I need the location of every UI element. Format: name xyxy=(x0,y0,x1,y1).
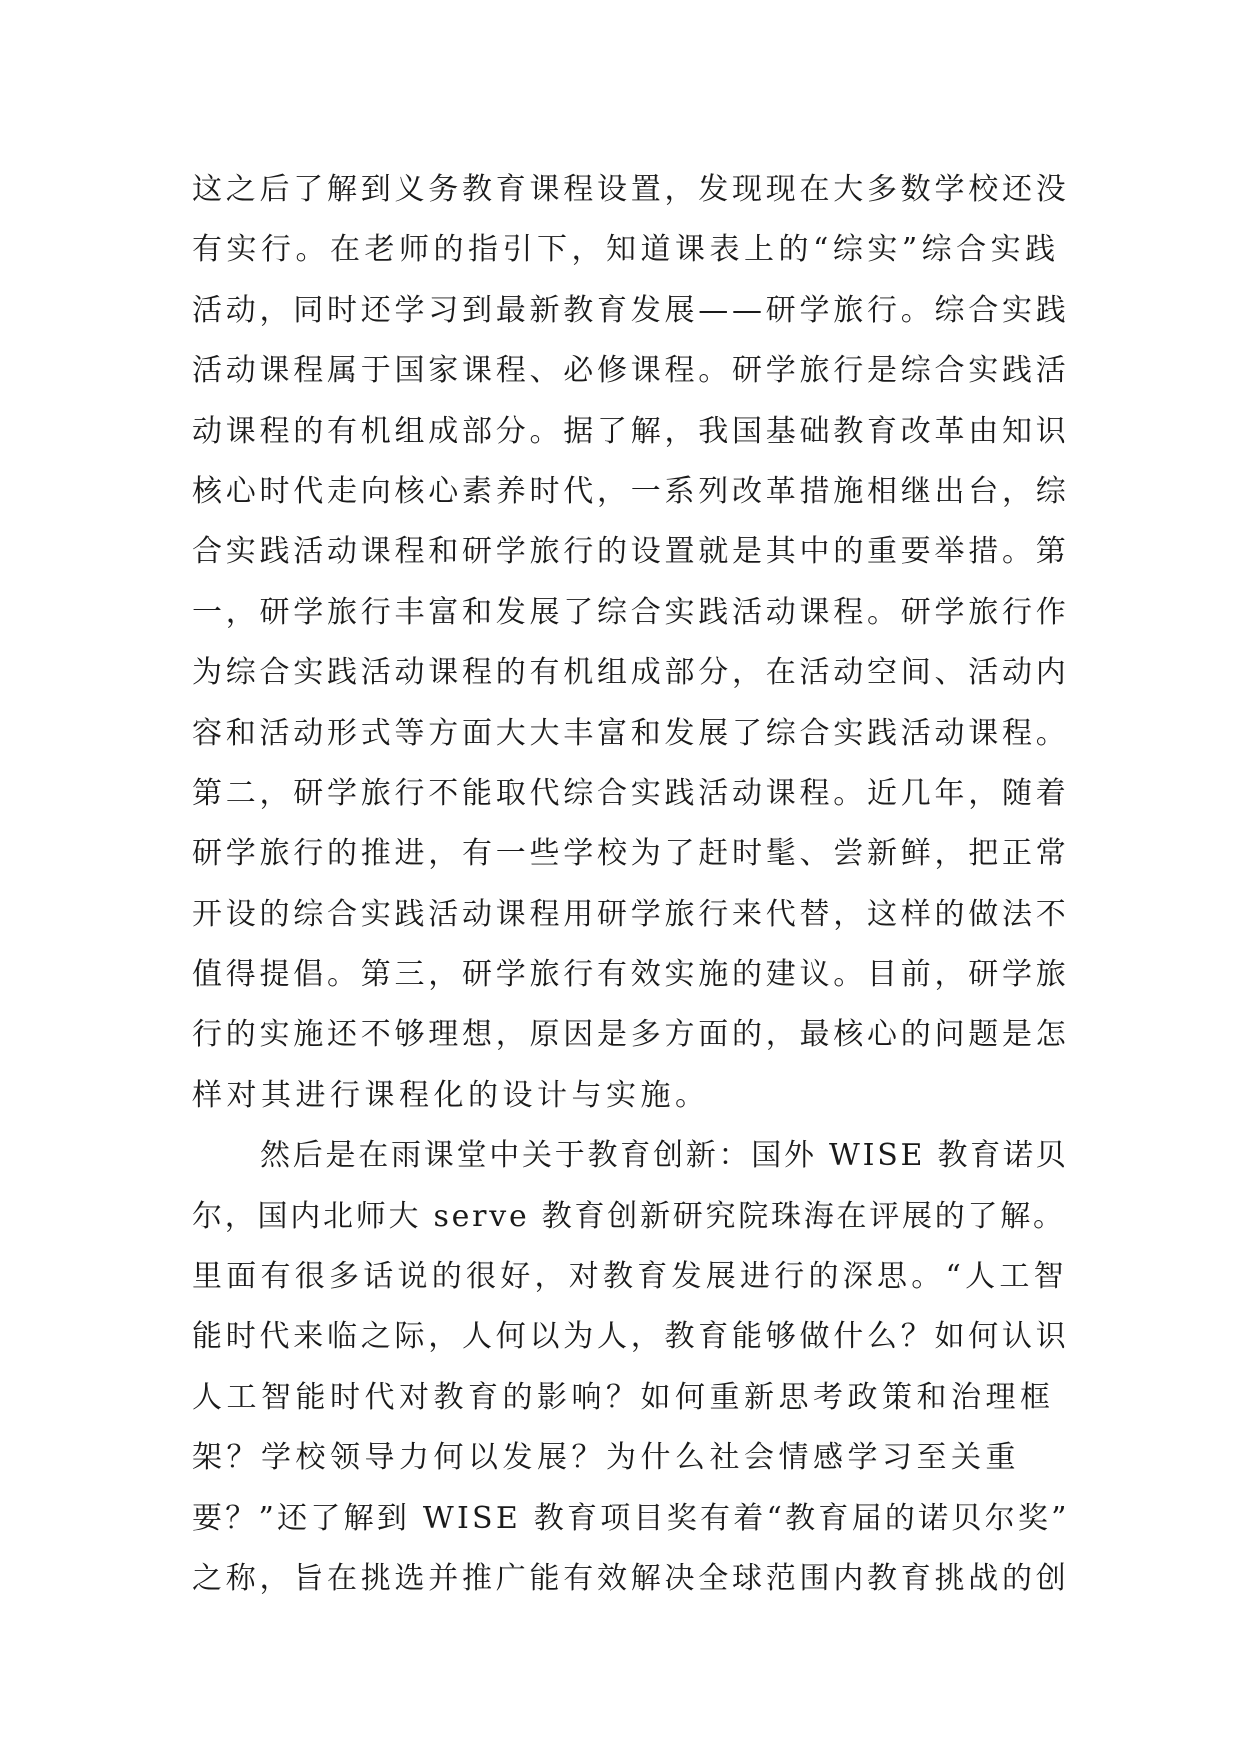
text-line: 里面有很多话说的很好，对教育发展进行的深思。“人工智 xyxy=(192,1259,1068,1295)
text-line: 第二，研学旅行不能取代综合实践活动课程。近几年，随着 xyxy=(192,775,1070,811)
text-line: 动课程的有机组成部分。据了解，我国基础教育改革由知识 xyxy=(192,413,1070,449)
text-line: 为综合实践活动课程的有机组成部分，在活动空间、活动内 xyxy=(192,655,1070,691)
text-line: 活动课程属于国家课程、必修课程。研学旅行是综合实践活 xyxy=(192,353,1070,389)
text-line: 之称，旨在挑选并推广能有效解决全球范围内教育挑战的创 xyxy=(192,1560,1070,1596)
text-line: 能时代来临之际，人何以为人，教育能够做什么？如何认识 xyxy=(192,1319,1070,1355)
text-line: 核心时代走向核心素养时代，一系列改革措施相继出台，综 xyxy=(192,473,1070,509)
text-line: 值得提倡。第三，研学旅行有效实施的建议。目前，研学旅 xyxy=(192,957,1070,993)
text-line: 合实践活动课程和研学旅行的设置就是其中的重要举措。第 xyxy=(192,534,1070,570)
text-line: 样对其进行课程化的设计与实施。 xyxy=(192,1077,710,1113)
body-text xyxy=(192,160,1072,1609)
text-line: 活动，同时还学习到最新教育发展——研学旅行。综合实践 xyxy=(192,292,1070,328)
text-line: 尔，国内北师大 serve 教育创新研究院珠海在评展的了解。 xyxy=(192,1198,1066,1234)
text-line: 要？”还了解到 WISE 教育项目奖有着“教育届的诺贝尔奖” xyxy=(192,1500,1070,1536)
text-line: 一，研学旅行丰富和发展了综合实践活动课程。研学旅行作 xyxy=(192,594,1070,630)
text-line: 架？学校领导力何以发展？为什么社会情感学习至关重 xyxy=(192,1440,1020,1476)
text-line: 有实行。在老师的指引下，知道课表上的“综实”综合实践 xyxy=(192,232,1060,268)
text-line: 这之后了解到义务教育课程设置，发现现在大多数学校还没 xyxy=(192,172,1070,207)
paragraph-start-line: 然后是在雨课堂中关于教育创新：国外 WISE 教育诺贝 xyxy=(260,1138,1069,1174)
text-line: 容和活动形式等方面大大丰富和发展了综合实践活动课程。 xyxy=(192,715,1070,751)
text-line: 人工智能时代对教育的影响？如何重新思考政策和治理框 xyxy=(192,1379,1055,1415)
text-line: 行的实施还不够理想，原因是多方面的，最核心的问题是怎 xyxy=(192,1017,1070,1053)
text-line: 研学旅行的推进，有一些学校为了赶时髦、尝新鲜，把正常 xyxy=(192,836,1070,872)
text-line: 开设的综合实践活动课程用研学旅行来代替，这样的做法不 xyxy=(192,896,1070,932)
